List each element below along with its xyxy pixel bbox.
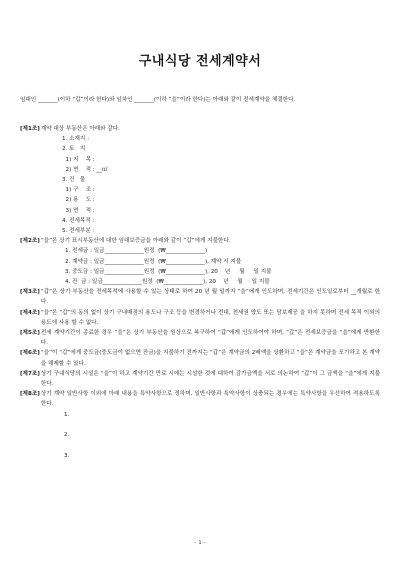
list-item: 2) 용 도 : — [62, 197, 95, 204]
articles-section — [20, 124, 380, 461]
article-number: [제8조] — [20, 391, 40, 398]
list-item: 2. 토 지 — [62, 146, 86, 153]
special-term-item: 2. — [64, 432, 70, 439]
article-text: “을”은 “갑”의 동의 없이 상기 구내매점의 용도나 구조 등을 변경하거나 전대, 전세권 양도 또는 담보제공 을 하지 못하며 전세 목적 이외의 용도에 사용 할 수 없다. — [40, 309, 380, 326]
list-item: 3) 면 적 : — [62, 207, 95, 214]
list-item: 2) 면 적 : __㎡ — [62, 166, 108, 173]
article-text: 전세 계약기간이 종료한 경우 “을”은 상기 부동산을 원상으로 복구하여 “갑”에게 인도하여야 하며, “갑”은 전세보증금을 “을”에게 반환한다. — [40, 330, 380, 347]
page-number: - 1 - — [194, 540, 206, 546]
article-number: [제4조] — [20, 309, 40, 316]
article-number: [제3조] — [20, 289, 40, 296]
article-4 — [20, 308, 380, 328]
special-term-item — [20, 420, 380, 430]
article-8 — [20, 389, 380, 409]
list-item: 1) 구 조 : — [62, 187, 95, 194]
article-number: [제5조] — [20, 330, 40, 337]
payment-item: 1. 전세금 : 일금______________원정 (₩______________) — [65, 248, 208, 255]
article-3 — [20, 287, 380, 307]
list-item: 1) 지 목 : — [62, 156, 95, 163]
list-item: 1. 소재지 : — [62, 136, 89, 143]
article-text: “을”은 상기 표시부동산에 대한 임대보증금을 아래와 같이 “갑”에게 지불한다. — [40, 238, 231, 245]
article-text: 상기 계약 일반사항 이외에 아래 내용을 특약사항으로 정하며, 일반사항과 특약사항이 상충되는 경우에는 특약사항을 우선하여 적용하도록 한다. — [40, 391, 380, 408]
payment-item: 3. 중도금 : 일금______________원정 (₩______________), 20 년 월 일 지불 — [65, 268, 272, 275]
special-term-item — [20, 440, 380, 450]
article-1 — [20, 124, 380, 134]
article-number: [제1조] — [20, 126, 40, 132]
article-6 — [20, 348, 380, 368]
article-number: [제2조] — [20, 238, 40, 245]
article-2 — [20, 236, 380, 246]
article-7 — [20, 369, 380, 389]
special-term-item: 3. — [64, 452, 70, 459]
article-5 — [20, 328, 380, 348]
article-text: “을”이 “갑”에게 중도금(중도금이 없으면 잔금)을 지불하기 전까지는 “갑”은 계약금의 2배액을 상환하고 “을”은 계약금을 포기하고 본 계약을 해제할 수 있다. — [40, 350, 380, 367]
article-text: 계약 대상 부동산은 아래와 같다. — [40, 126, 120, 132]
payment-item: 2. 계약금 : 일금______________원정 (₩______________), 계약 시 지불 — [65, 258, 242, 265]
list-item: 4. 전세목적 : — [62, 217, 95, 224]
list-item: 5. 전세부분 : — [62, 228, 95, 235]
article-text: 상기 구내식당의 시설은 “을”이 하고 계약기간 만료 시에는 시설한 것에 대하여 감가금액을 서로 의논하여 “갑”이 그 금액을 “을”에게 지불한다. — [40, 370, 380, 388]
article-number: [제6조] — [20, 350, 40, 357]
special-term-item: 1. — [64, 411, 70, 418]
payment-item: 4. 잔 금 : 일금______________원정 (₩______________), 20 년 월 일 지불 — [65, 279, 270, 286]
list-item: 3. 건 물 — [62, 177, 86, 184]
article-text: “갑”은 상기 부동산을 전세목적에 사용할 수 있는 상태로 하여 20 년 월 일까지 “을”에게 인도하며, 전세기간은 인도일로부터 __개월로 한다. — [40, 289, 380, 306]
document-title: 구내식당 전세계약서 — [138, 54, 262, 69]
article-number: [제7조] — [20, 370, 40, 377]
intro-paragraph: 임대인 _______(이하 “갑”이라 한다)와 임차인 _______(이하 “을”이라 한다)는 아래와 같이 전세계약을 체결한다. — [20, 97, 296, 103]
